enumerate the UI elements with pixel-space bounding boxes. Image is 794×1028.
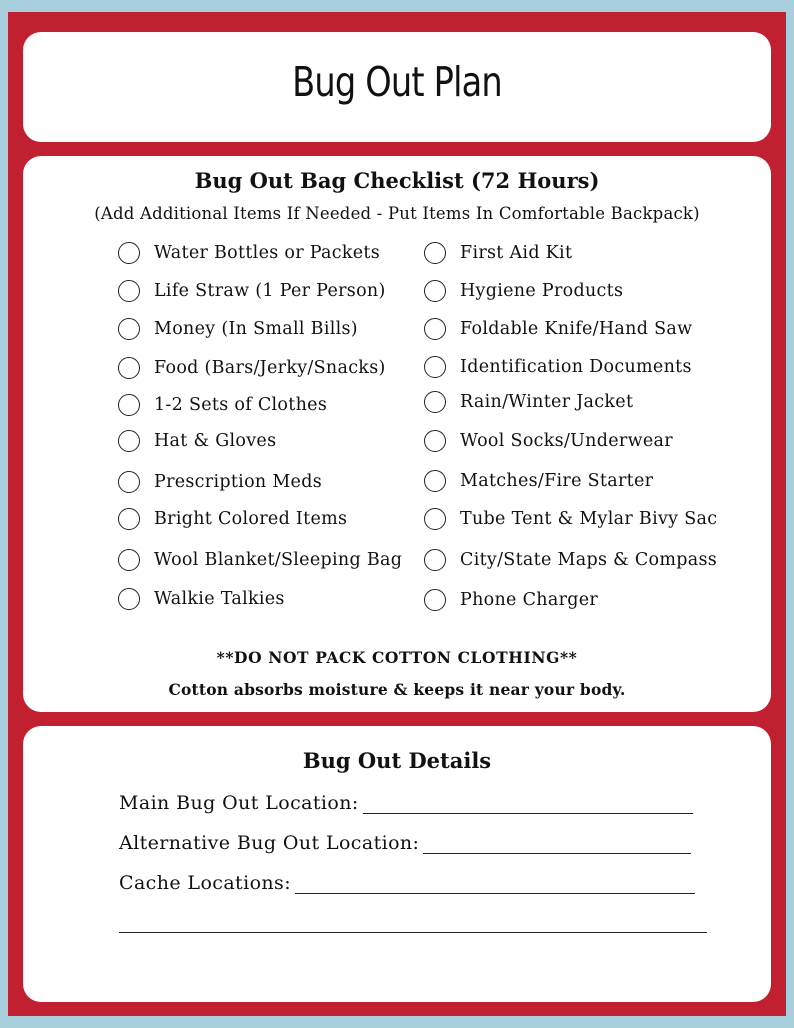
checkbox-circle-icon[interactable] bbox=[424, 280, 446, 302]
checklist-item-label: Hat & Gloves bbox=[154, 431, 277, 451]
checklist-item-label: Wool Socks/Underwear bbox=[460, 431, 673, 451]
cache-locations-field[interactable] bbox=[119, 872, 695, 894]
checkbox-circle-icon[interactable] bbox=[118, 588, 140, 610]
checklist-item[interactable] bbox=[118, 430, 276, 452]
checkbox-circle-icon[interactable] bbox=[118, 318, 140, 340]
checklist-item[interactable] bbox=[424, 356, 692, 378]
title-card bbox=[23, 32, 771, 142]
cache-locations-label: Cache Locations: bbox=[119, 872, 291, 894]
checkbox-circle-icon[interactable] bbox=[118, 357, 140, 379]
checklist-item-label: Money (In Small Bills) bbox=[154, 319, 358, 339]
checklist-item[interactable] bbox=[424, 318, 692, 340]
checkbox-circle-icon[interactable] bbox=[118, 471, 140, 493]
checkbox-circle-icon[interactable] bbox=[424, 430, 446, 452]
checklist-item[interactable] bbox=[118, 394, 327, 416]
checklist-item-label: Hygiene Products bbox=[460, 281, 624, 301]
checklist-item-label: Identification Documents bbox=[460, 357, 692, 377]
checkbox-circle-icon[interactable] bbox=[118, 430, 140, 452]
checklist-item-label: Foldable Knife/Hand Saw bbox=[460, 319, 693, 339]
page-title: Bug Out Plan bbox=[292, 58, 502, 106]
checklist-item[interactable] bbox=[424, 391, 633, 413]
checkbox-circle-icon[interactable] bbox=[424, 242, 446, 264]
checkbox-circle-icon[interactable] bbox=[424, 549, 446, 571]
checklist-item[interactable] bbox=[118, 471, 322, 493]
alt-location-blank[interactable] bbox=[423, 835, 691, 854]
checkbox-circle-icon[interactable] bbox=[424, 391, 446, 413]
checklist-item[interactable] bbox=[118, 242, 380, 264]
details-title: Bug Out Details bbox=[302, 748, 492, 773]
checklist-item-label: Phone Charger bbox=[460, 590, 599, 610]
checklist-card bbox=[23, 156, 771, 712]
checkbox-circle-icon[interactable] bbox=[118, 394, 140, 416]
checklist-item-label: Life Straw (1 Per Person) bbox=[154, 281, 386, 301]
checklist-item[interactable] bbox=[118, 588, 285, 610]
checklist-item[interactable] bbox=[118, 318, 358, 340]
checklist-item[interactable] bbox=[118, 357, 386, 379]
checklist-title: Bug Out Bag Checklist (72 Hours) bbox=[194, 168, 600, 193]
alt-location-label: Alternative Bug Out Location: bbox=[119, 832, 420, 854]
checklist-item-label: Walkie Talkies bbox=[154, 589, 285, 609]
alt-location-field[interactable] bbox=[119, 832, 691, 854]
cotton-note: Cotton absorbs moisture & keeps it near your body. bbox=[168, 680, 626, 699]
main-location-blank[interactable] bbox=[363, 795, 693, 814]
checkbox-circle-icon[interactable] bbox=[424, 589, 446, 611]
checkbox-circle-icon[interactable] bbox=[424, 470, 446, 492]
checklist-item-label: Water Bottles or Packets bbox=[154, 243, 381, 263]
checklist-subtitle: (Add Additional Items If Needed - Put Items In Comfortable Backpack) bbox=[94, 204, 700, 223]
checklist-item[interactable] bbox=[424, 508, 717, 530]
checklist-item[interactable] bbox=[424, 242, 572, 264]
checklist-item[interactable] bbox=[118, 280, 386, 302]
checklist-item[interactable] bbox=[118, 508, 347, 530]
cotton-warning: **DO NOT PACK COTTON CLOTHING** bbox=[216, 648, 578, 667]
checklist-item-label: 1-2 Sets of Clothes bbox=[154, 395, 328, 415]
checkbox-circle-icon[interactable] bbox=[118, 508, 140, 530]
checklist-item[interactable] bbox=[118, 549, 402, 571]
checklist-item[interactable] bbox=[424, 549, 717, 571]
cache-locations-blank[interactable] bbox=[295, 875, 695, 894]
main-location-label: Main Bug Out Location: bbox=[119, 792, 359, 814]
checklist-item[interactable] bbox=[424, 470, 653, 492]
checklist-item[interactable] bbox=[424, 280, 623, 302]
checkbox-circle-icon[interactable] bbox=[424, 318, 446, 340]
extra-line-blank[interactable] bbox=[119, 932, 707, 933]
checklist-item-label: City/State Maps & Compass bbox=[460, 550, 718, 570]
checkbox-circle-icon[interactable] bbox=[118, 280, 140, 302]
checkbox-circle-icon[interactable] bbox=[118, 242, 140, 264]
checklist-item-label: Food (Bars/Jerky/Snacks) bbox=[154, 358, 386, 378]
checklist-item-label: Rain/Winter Jacket bbox=[460, 392, 634, 412]
checklist-item[interactable] bbox=[424, 589, 598, 611]
checklist-item-label: First Aid Kit bbox=[460, 243, 573, 263]
checkbox-circle-icon[interactable] bbox=[424, 508, 446, 530]
main-location-field[interactable] bbox=[119, 792, 693, 814]
checklist-item-label: Prescription Meds bbox=[154, 472, 323, 492]
checklist-item[interactable] bbox=[424, 430, 673, 452]
checklist-item-label: Tube Tent & Mylar Bivy Sac bbox=[460, 509, 718, 529]
checkbox-circle-icon[interactable] bbox=[118, 549, 140, 571]
checklist-item-label: Wool Blanket/Sleeping Bag bbox=[154, 550, 403, 570]
checklist-item-label: Bright Colored Items bbox=[154, 509, 348, 529]
checkbox-circle-icon[interactable] bbox=[424, 356, 446, 378]
details-card bbox=[23, 726, 771, 1002]
checklist-item-label: Matches/Fire Starter bbox=[460, 471, 654, 491]
